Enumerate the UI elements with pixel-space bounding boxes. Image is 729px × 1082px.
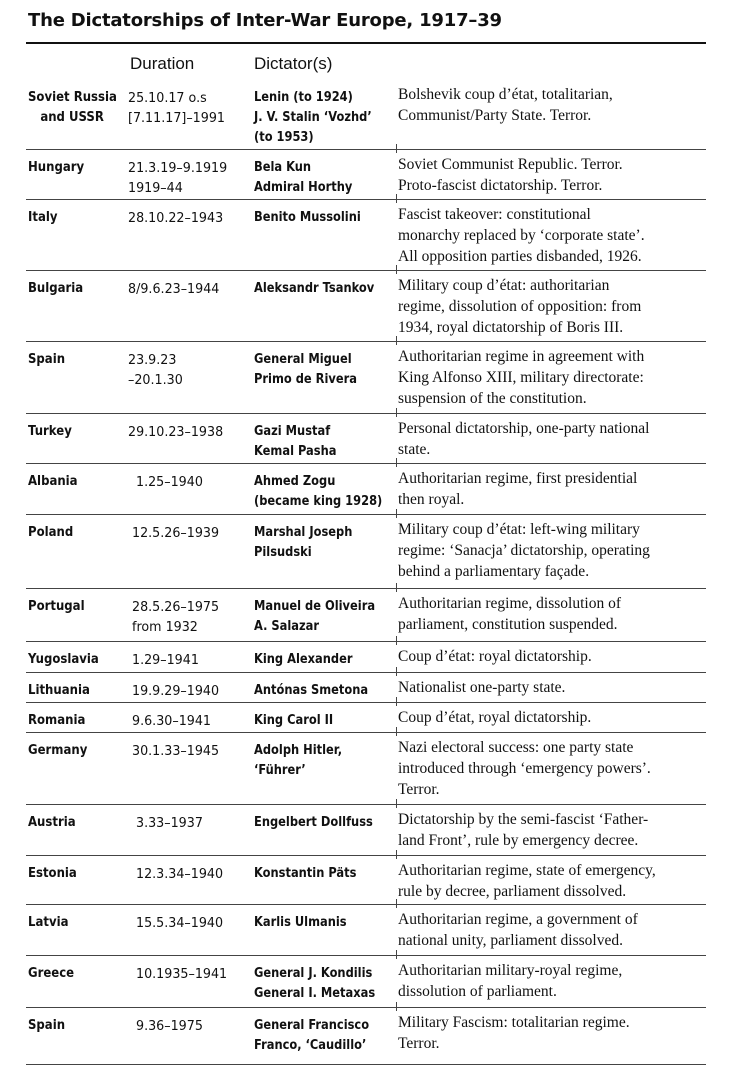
- description-cell-line: suspension of the constitution.: [398, 390, 587, 407]
- dictators-cell-line: Bela Kun: [254, 160, 312, 175]
- row-divider: [26, 199, 706, 200]
- country-cell-line: Turkey: [28, 424, 72, 439]
- description-cell: [398, 1012, 630, 1054]
- description-cell-line: Terror.: [398, 1035, 440, 1052]
- dictators-cell-line: A. Salazar: [254, 619, 320, 634]
- dictators-cell: [254, 650, 352, 670]
- duration-cell-line: 15.5.34–1940: [136, 915, 224, 931]
- description-cell-line: rule by decree, parliament dissolved.: [398, 883, 627, 900]
- duration-cell-line: 28.5.26–1975: [132, 599, 220, 615]
- column-tick: [396, 727, 397, 736]
- country-cell: [28, 741, 87, 761]
- duration-cell: [128, 350, 183, 390]
- country-cell: [28, 158, 84, 178]
- country-cell-line: Germany: [28, 743, 88, 758]
- row-divider: [26, 341, 706, 342]
- country-cell: [28, 913, 68, 933]
- country-cell-line: Latvia: [28, 915, 69, 930]
- duration-cell-line: 12.3.34–1940: [136, 866, 224, 882]
- duration-cell: [128, 422, 223, 442]
- country-cell: [28, 472, 78, 492]
- duration-cell: [136, 964, 227, 984]
- column-tick: [396, 194, 397, 203]
- row-divider: [26, 413, 706, 414]
- dictators-cell-line: ‘Führer’: [254, 763, 306, 778]
- row-divider: [26, 270, 706, 271]
- description-cell-line: national unity, parliament dissolved.: [398, 932, 623, 949]
- row-divider: [26, 588, 706, 589]
- column-tick: [396, 509, 397, 518]
- column-tick: [396, 697, 397, 706]
- duration-cell-line: 9.6.30–1941: [132, 713, 212, 729]
- description-cell: [398, 154, 623, 196]
- description-cell-line: monarchy replaced by ‘corporate state’.: [398, 227, 645, 244]
- country-cell: [28, 964, 74, 984]
- dictators-cell-line: (became king 1928): [254, 494, 383, 509]
- duration-cell: [136, 1016, 203, 1036]
- country-cell-line: Austria: [28, 815, 76, 830]
- dictators-cell-line: Benito Mussolini: [254, 210, 361, 225]
- duration-cell-line: 9.36–1975: [136, 1018, 203, 1034]
- dictators-cell: [254, 813, 373, 833]
- country-cell: [28, 523, 73, 543]
- page-title: The Dictatorships of Inter-War Europe, 1917–39: [28, 10, 502, 31]
- description-cell-line: Authoritarian regime, a government of: [398, 911, 638, 928]
- country-cell-line: Poland: [28, 525, 74, 540]
- country-cell: [28, 88, 116, 128]
- dictators-cell-line: General Francisco: [254, 1018, 370, 1033]
- country-cell: [28, 350, 65, 370]
- description-cell-line: state.: [398, 441, 431, 458]
- duration-cell: [136, 864, 223, 884]
- duration-cell-line: 8/9.6.23–1944: [128, 281, 220, 297]
- description-cell-line: Authoritarian regime, state of emergency,: [398, 862, 656, 879]
- description-cell-line: land Front’, rule by emergency decree.: [398, 832, 639, 849]
- description-cell-line: regime: ‘Sanacja’ dictatorship, operating: [398, 542, 650, 559]
- dictators-cell-line: Ahmed Zogu: [254, 474, 336, 489]
- dictators-cell-line: Kemal Pasha: [254, 444, 337, 459]
- dictators-cell: [254, 422, 336, 462]
- description-cell-line: Nazi electoral success: one party state: [398, 739, 634, 756]
- dictators-cell-line: King Carol II: [254, 713, 334, 728]
- column-tick: [396, 950, 397, 959]
- row-divider: [26, 514, 706, 515]
- dictators-cell-line: Konstantin Päts: [254, 866, 357, 881]
- description-cell-line: Authoritarian regime, dissolution of: [398, 595, 621, 612]
- country-cell-line: Hungary: [28, 160, 85, 175]
- description-cell-line: Dictatorship by the semi-fascist ‘Father-: [398, 811, 649, 828]
- dictators-cell-line: General I. Metaxas: [254, 986, 376, 1001]
- country-cell: [28, 681, 90, 701]
- description-cell-line: then royal.: [398, 491, 465, 508]
- dictators-cell: [254, 523, 352, 563]
- dictators-cell: [254, 350, 357, 390]
- country-cell-line: Yugoslavia: [28, 652, 99, 667]
- country-cell: [28, 422, 72, 442]
- description-cell: [398, 84, 613, 126]
- description-cell: [398, 707, 591, 728]
- row-divider: [26, 702, 706, 703]
- dictators-cell: [254, 741, 342, 781]
- description-cell-line: All opposition parties disbanded, 1926.: [398, 248, 642, 265]
- row-divider: [26, 855, 706, 856]
- duration-cell-line: 25.10.17 o.s: [128, 90, 207, 106]
- duration-cell: [132, 741, 219, 761]
- duration-cell-line: 29.10.23–1938: [128, 424, 224, 440]
- dictators-cell: [254, 964, 375, 1004]
- description-cell-line: Proto-fascist dictatorship. Terror.: [398, 177, 603, 194]
- duration-cell: [136, 913, 223, 933]
- description-cell: [398, 677, 565, 698]
- country-cell: [28, 813, 76, 833]
- description-cell: [398, 646, 592, 667]
- row-divider: [26, 149, 706, 150]
- column-tick: [396, 899, 397, 908]
- dictators-cell-line: J. V. Stalin ‘Vozhd’: [254, 110, 372, 125]
- dictators-cell: [254, 681, 368, 701]
- dictators-cell-line: Lenin (to 1924): [254, 90, 353, 105]
- country-cell: [28, 597, 85, 617]
- row-divider: [26, 641, 706, 642]
- country-cell-line: Portugal: [28, 599, 85, 614]
- dictators-cell-line: (to 1953): [254, 130, 314, 145]
- description-cell-line: dissolution of parliament.: [398, 983, 557, 1000]
- dictators-cell: [254, 597, 375, 637]
- description-cell: [398, 468, 637, 510]
- description-cell: [398, 909, 638, 951]
- dictators-cell: [254, 472, 382, 512]
- duration-cell-line: 23.9.23: [128, 352, 177, 368]
- header-duration: Duration: [130, 54, 195, 73]
- country-cell-line: Albania: [28, 474, 78, 489]
- dictators-cell-line: King Alexander: [254, 652, 353, 667]
- country-cell-line: and USSR: [40, 110, 104, 125]
- country-cell-line: Lithuania: [28, 683, 90, 698]
- description-cell-line: Authoritarian military-royal regime,: [398, 962, 623, 979]
- country-cell-line: Romania: [28, 713, 86, 728]
- column-tick: [396, 1002, 397, 1011]
- duration-cell-line: 1919–44: [128, 180, 183, 196]
- country-cell: [28, 1016, 65, 1036]
- description-cell: [398, 593, 621, 635]
- country-cell: [28, 711, 85, 731]
- duration-cell-line: 1.25–1940: [136, 474, 203, 490]
- description-cell: [398, 809, 648, 851]
- country-cell-line: Estonia: [28, 866, 77, 881]
- dictators-cell-line: Primo de Rivera: [254, 372, 357, 387]
- column-tick: [396, 408, 397, 417]
- column-tick: [396, 636, 397, 645]
- dictators-cell: [254, 1016, 369, 1056]
- dictators-cell: [254, 208, 361, 228]
- duration-cell: [128, 158, 227, 198]
- description-cell: [398, 418, 649, 460]
- description-cell: [398, 960, 622, 1002]
- dictators-cell-line: Manuel de Oliveira: [254, 599, 376, 614]
- description-cell-line: Coup d’état, royal dictatorship.: [398, 709, 592, 726]
- description-cell-line: Coup d’état: royal dictatorship.: [398, 648, 592, 665]
- description-cell-line: behind a parliamentary façade.: [398, 563, 590, 580]
- dictators-cell-line: Gazi Mustaf: [254, 424, 331, 439]
- description-cell: [398, 737, 651, 800]
- description-cell-line: Nationalist one-party state.: [398, 679, 566, 696]
- dictators-cell-line: Adolph Hitler,: [254, 743, 343, 758]
- row-divider: [26, 955, 706, 956]
- country-cell-line: Greece: [28, 966, 75, 981]
- duration-cell: [132, 650, 199, 670]
- row-divider: [26, 672, 706, 673]
- country-cell: [28, 279, 83, 299]
- description-cell: [398, 519, 650, 582]
- duration-cell-line: 12.5.26–1939: [132, 525, 220, 541]
- duration-cell: [132, 681, 219, 701]
- description-cell: [398, 346, 644, 409]
- dictators-cell-line: Aleksandr Tsankov: [254, 281, 375, 296]
- description-cell: [398, 275, 641, 338]
- row-divider: [26, 804, 706, 805]
- duration-cell-line: 21.3.19–9.1919: [128, 160, 228, 176]
- column-tick: [396, 799, 397, 808]
- dictators-cell-line: Antónas Smetona: [254, 683, 369, 698]
- dictators-cell: [254, 913, 347, 933]
- duration-cell-line: 10.1935–1941: [136, 966, 228, 982]
- description-cell-line: Personal dictatorship, one-party national: [398, 420, 650, 437]
- row-divider: [26, 904, 706, 905]
- country-cell: [28, 650, 99, 670]
- dictators-cell-line: Engelbert Dollfuss: [254, 815, 373, 830]
- header-dictators: Dictator(s): [254, 54, 333, 73]
- column-tick: [396, 850, 397, 859]
- duration-cell: [132, 597, 219, 637]
- duration-cell-line: from 1932: [132, 619, 198, 635]
- duration-cell: [128, 88, 225, 128]
- duration-cell: [136, 472, 203, 492]
- duration-cell-line: 28.10.22–1943: [128, 210, 224, 226]
- dictators-cell: [254, 158, 352, 198]
- description-cell-line: King Alfonso XIII, military directorate:: [398, 369, 644, 386]
- duration-cell-line: –20.1.30: [128, 372, 183, 388]
- description-cell-line: 1934, royal dictatorship of Boris III.: [398, 319, 624, 336]
- description-cell-line: Bolshevik coup d’état, totalitarian,: [398, 86, 613, 103]
- duration-cell: [128, 208, 223, 228]
- row-divider: [26, 1007, 706, 1008]
- column-tick: [396, 583, 397, 592]
- duration-cell-line: 1.29–1941: [132, 652, 199, 668]
- country-cell-line: Soviet Russia: [28, 90, 117, 105]
- duration-cell-line: 3.33–1937: [136, 815, 203, 831]
- duration-cell: [132, 523, 219, 543]
- country-cell-line: Bulgaria: [28, 281, 84, 296]
- description-cell: [398, 860, 656, 902]
- column-tick: [396, 458, 397, 467]
- description-cell-line: Authoritarian regime, first presidential: [398, 470, 638, 487]
- description-cell-line: Authoritarian regime in agreement with: [398, 348, 645, 365]
- country-cell: [28, 864, 77, 884]
- row-divider: [26, 463, 706, 464]
- column-tick: [396, 144, 397, 153]
- duration-cell: [136, 813, 203, 833]
- description-cell: [398, 204, 645, 267]
- duration-cell: [128, 279, 219, 299]
- description-cell-line: Soviet Communist Republic. Terror.: [398, 156, 623, 173]
- column-tick: [396, 667, 397, 676]
- description-cell-line: Terror.: [398, 781, 440, 798]
- description-cell-line: Communist/Party State. Terror.: [398, 107, 592, 124]
- country-cell: [28, 208, 57, 228]
- table-bottom-rule: [26, 1064, 706, 1065]
- dictators-cell: [254, 279, 374, 299]
- duration-cell: [132, 711, 211, 731]
- description-cell-line: parliament, constitution suspended.: [398, 616, 618, 633]
- row-divider: [26, 732, 706, 733]
- dictators-cell: [254, 864, 356, 884]
- dictators-cell-line: Karlis Ulmanis: [254, 915, 347, 930]
- description-cell-line: Military coup d’état: left-wing military: [398, 521, 640, 538]
- description-cell-line: Military Fascism: totalitarian regime.: [398, 1014, 630, 1031]
- dictators-cell-line: Admiral Horthy: [254, 180, 353, 195]
- column-tick: [396, 336, 397, 345]
- dictators-cell: [254, 88, 372, 148]
- country-cell-line: Italy: [28, 210, 58, 225]
- duration-cell-line: 30.1.33–1945: [132, 743, 220, 759]
- dictators-cell-line: Pilsudski: [254, 545, 312, 560]
- description-cell-line: Fascist takeover: constitutional: [398, 206, 591, 223]
- dictators-cell-line: Franco, ‘Caudillo’: [254, 1038, 367, 1053]
- title-rule: [26, 42, 706, 44]
- duration-cell-line: 19.9.29–1940: [132, 683, 220, 699]
- country-cell-line: Spain: [28, 352, 66, 367]
- duration-cell-line: [7.11.17]–1991: [128, 110, 225, 126]
- dictators-cell-line: General J. Kondilis: [254, 966, 373, 981]
- country-cell-line: Spain: [28, 1018, 66, 1033]
- dictators-cell-line: General Miguel: [254, 352, 352, 367]
- description-cell-line: Military coup d’état: authoritarian: [398, 277, 610, 294]
- dictators-cell-line: Marshal Joseph: [254, 525, 353, 540]
- column-tick: [396, 265, 397, 274]
- description-cell-line: introduced through ‘emergency powers’.: [398, 760, 651, 777]
- description-cell-line: regime, dissolution of opposition: from: [398, 298, 642, 315]
- dictators-cell: [254, 711, 333, 731]
